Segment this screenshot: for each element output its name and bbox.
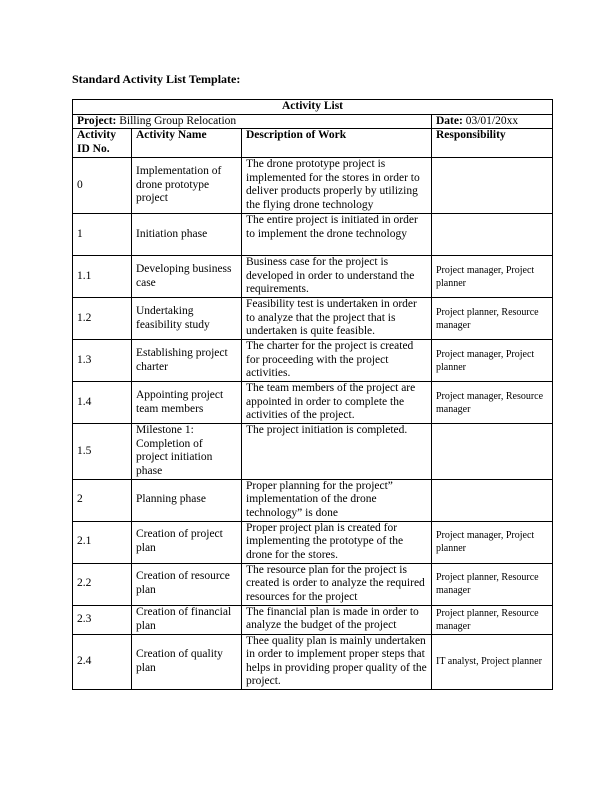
- date-value: 03/01/20xx: [465, 114, 519, 127]
- activity-responsibility: Project manager, Project planner: [432, 521, 553, 563]
- activity-id: 1.3: [73, 340, 132, 382]
- project-value: Billing Group Relocation: [119, 114, 237, 127]
- activity-responsibility: Project planner, Resource manager: [432, 298, 553, 340]
- activity-id: 1.4: [73, 382, 132, 424]
- activity-description: Proper planning for the project” implementation of the drone technology” is done: [242, 479, 432, 521]
- activity-name: Creation of financial plan: [132, 605, 242, 634]
- table-row: [73, 298, 553, 340]
- activity-description: Business case for the project is developed in order to understand the requirements.: [242, 256, 432, 298]
- activity-name: Establishing project charter: [132, 340, 242, 382]
- activity-id: 2.2: [73, 563, 132, 605]
- activity-description: The drone prototype project is implemented for the stores in order to deliver products properly by utilizing the flying drone technology: [242, 158, 432, 214]
- activity-id: 1: [73, 214, 132, 256]
- activity-list-table: [72, 99, 553, 690]
- activity-description: The charter for the project is created for proceeding with the project activities.: [242, 340, 432, 382]
- page-heading: Standard Activity List Template:: [72, 72, 241, 86]
- table-row: [73, 158, 553, 214]
- activity-description: The project initiation is completed.: [242, 424, 432, 479]
- activity-id: 1.5: [73, 424, 132, 479]
- activity-description: Thee quality plan is mainly undertaken in order to implement proper steps that helps in providing proper quality of the project.: [242, 634, 432, 689]
- table-row: [73, 563, 553, 605]
- activity-name: Implementation of drone prototype project: [132, 158, 242, 214]
- activity-description: The team members of the project are appointed in order to complete the activities of the project.: [242, 382, 432, 424]
- activity-responsibility: Project manager, Project planner: [432, 340, 553, 382]
- project-label: Project:: [77, 114, 117, 127]
- table-row: [73, 424, 553, 479]
- activity-name: Undertaking feasibility study: [132, 298, 242, 340]
- table-row: [73, 214, 553, 256]
- table-row: [73, 605, 553, 634]
- activity-name: Planning phase: [132, 479, 242, 521]
- activity-name: Creation of quality plan: [132, 634, 242, 689]
- column-header-name: Activity Name: [132, 129, 242, 158]
- activity-responsibility: [432, 158, 553, 214]
- activity-responsibility: Project planner, Resource manager: [432, 563, 553, 605]
- activity-description: Proper project plan is created for implementing the prototype of the drone for the stores.: [242, 521, 432, 563]
- activity-name: Initiation phase: [132, 214, 242, 256]
- activity-responsibility: [432, 479, 553, 521]
- activity-id: 2.3: [73, 605, 132, 634]
- activity-name: Creation of project plan: [132, 521, 242, 563]
- activity-name: Appointing project team members: [132, 382, 242, 424]
- date-label: Date:: [436, 114, 463, 127]
- activity-id: 0: [73, 158, 132, 214]
- table-row: [73, 634, 553, 689]
- table-row: [73, 340, 553, 382]
- activity-responsibility: IT analyst, Project planner: [432, 634, 553, 689]
- table-row: [73, 479, 553, 521]
- activity-description: The entire project is initiated in order to implement the drone technology: [242, 214, 432, 256]
- column-header-responsibility: Responsibility: [432, 129, 553, 158]
- activity-description: The resource plan for the project is created is order to analyze the required resources for the project: [242, 563, 432, 605]
- project-cell: [73, 114, 432, 129]
- activity-id: 2.4: [73, 634, 132, 689]
- table-row: [73, 521, 553, 563]
- column-header-id: Activity ID No.: [73, 129, 132, 158]
- activity-name: Creation of resource plan: [132, 563, 242, 605]
- activity-responsibility: Project manager, Project planner: [432, 256, 553, 298]
- table-title: Activity List: [73, 100, 553, 115]
- activity-responsibility: [432, 424, 553, 479]
- table-row: [73, 382, 553, 424]
- activity-responsibility: [432, 214, 553, 256]
- activity-responsibility: Project planner, Resource manager: [432, 605, 553, 634]
- activity-name: Developing business case: [132, 256, 242, 298]
- activity-id: 1.1: [73, 256, 132, 298]
- date-cell: [432, 114, 553, 129]
- table-row: [73, 256, 553, 298]
- activity-id: 2.1: [73, 521, 132, 563]
- activity-id: 2: [73, 479, 132, 521]
- project-info-row: [73, 114, 553, 129]
- column-header-description: Description of Work: [242, 129, 432, 158]
- activity-name: Milestone 1: Completion of project initiation phase: [132, 424, 242, 479]
- activity-responsibility: Project manager, Resource manager: [432, 382, 553, 424]
- table-title-row: [73, 100, 553, 115]
- activity-table-body: [73, 100, 553, 690]
- activity-description: Feasibility test is undertaken in order to analyze that the project that is undertaken is quite feasible.: [242, 298, 432, 340]
- activity-description: The financial plan is made in order to analyze the budget of the project: [242, 605, 432, 634]
- column-header-row: [73, 129, 553, 158]
- activity-id: 1.2: [73, 298, 132, 340]
